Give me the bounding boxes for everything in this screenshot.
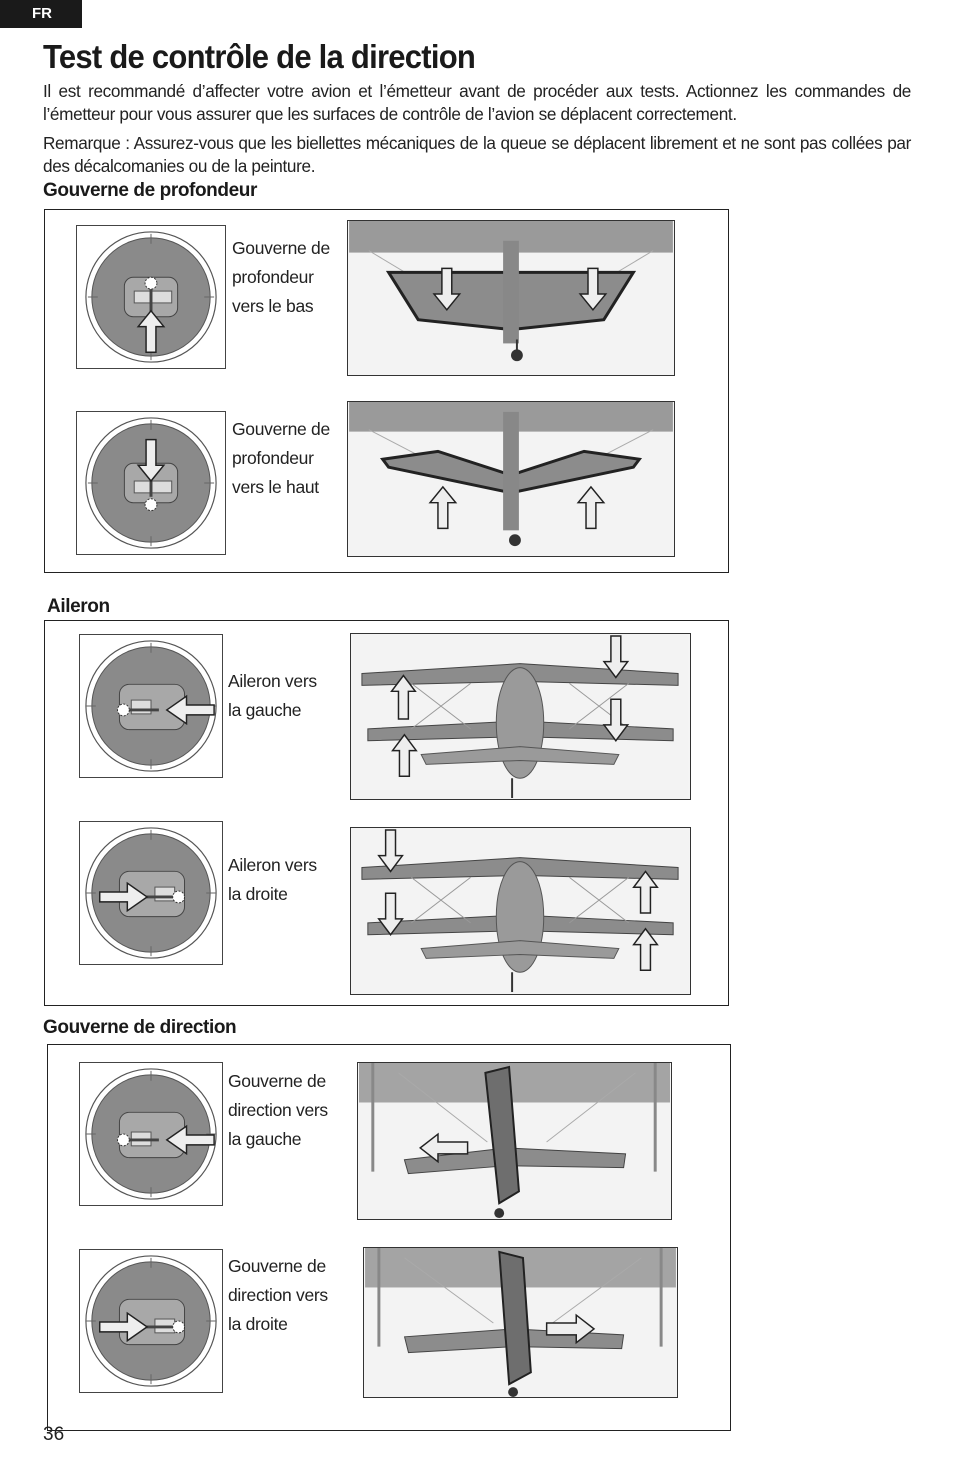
stick-aileron-left [79, 634, 223, 778]
stick-aileron-right [79, 821, 223, 965]
photo-rudder-right [363, 1247, 678, 1398]
photo-rudder-left [357, 1062, 672, 1220]
rudder-heading: Gouverne de direction [43, 1017, 237, 1038]
photo-elevator-up [347, 401, 675, 557]
language-tab: FR [0, 0, 82, 28]
label-aileron-right: Aileron vers la droite [228, 855, 317, 904]
elevator-heading: Gouverne de profondeur [43, 180, 257, 201]
aileron-heading: Aileron [47, 596, 110, 617]
intro-paragraph: Il est recommandé d’affecter votre avion et l’émetteur avant de procéder aux tests. Actionnez les commandes de l’émetteur pour vous assurer que les surfaces de contrôle de l’avion se déplacent correctement. [43, 81, 911, 124]
label-rudder-left: Gouverne de direction vers la gauche [228, 1071, 328, 1149]
stick-rudder-left [79, 1062, 223, 1206]
label-elevator-up: Gouverne de profondeur vers le haut [232, 419, 330, 497]
photo-aileron-right [350, 827, 691, 995]
note-paragraph: Remarque : Assurez-vous que les biellettes mécaniques de la queue se déplacent librement et ne sont pas collées par des décalcomanies ou de la peinture. [43, 133, 911, 176]
label-rudder-right: Gouverne de direction vers la droite [228, 1256, 328, 1334]
label-aileron-left: Aileron vers la gauche [228, 671, 317, 720]
label-elevator-down: Gouverne de profondeur vers le bas [232, 238, 330, 316]
stick-elevator-down [76, 225, 226, 369]
stick-rudder-right [79, 1249, 223, 1393]
page-number: 36 [43, 1424, 65, 1445]
stick-elevator-up [76, 411, 226, 555]
page-title: Test de contrôle de la direction [43, 38, 476, 75]
photo-elevator-down [347, 220, 675, 376]
photo-aileron-left [350, 633, 691, 800]
